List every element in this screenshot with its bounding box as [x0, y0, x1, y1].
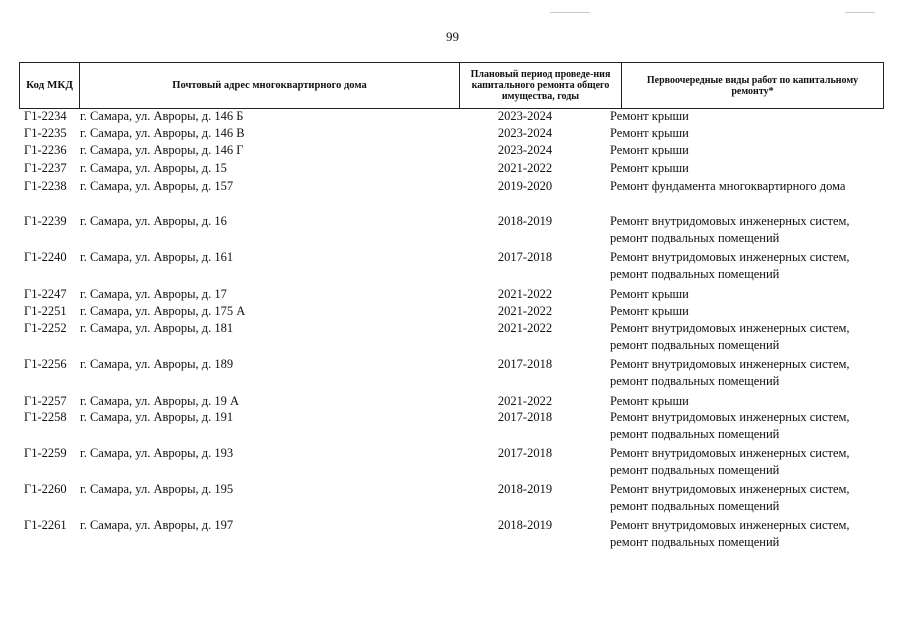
row-work-line: Ремонт крыши — [610, 109, 689, 123]
row-address: г. Самара, ул. Авроры, д. 15 — [80, 161, 227, 175]
row-works — [610, 108, 689, 125]
row-period: 2018-2019 — [497, 482, 553, 496]
row-code: Г1-2258 — [24, 410, 67, 424]
row-work-line: Ремонт внутридомовых инженерных систем, — [610, 357, 850, 371]
row-code: Г1-2247 — [24, 287, 67, 301]
header-code: Код МКД — [20, 63, 80, 109]
row-work-line: Ремонт внутридомовых инженерных систем, — [610, 250, 850, 264]
row-address: г. Самара, ул. Авроры, д. 175 А — [80, 304, 246, 318]
row-address: г. Самара, ул. Авроры, д. 157 — [80, 179, 234, 193]
row-works — [610, 356, 850, 390]
row-code: Г1-2261 — [24, 518, 67, 532]
row-work-line: ремонт подвальных помещений — [610, 499, 780, 513]
row-work-line: Ремонт внутридомовых инженерных систем, — [610, 482, 850, 496]
row-works — [610, 409, 850, 443]
row-code: Г1-2257 — [24, 394, 67, 408]
row-works — [610, 517, 850, 551]
row-works — [610, 481, 850, 515]
row-work-line: ремонт подвальных помещений — [610, 535, 780, 549]
row-work-line: ремонт подвальных помещений — [610, 338, 780, 352]
table-header — [19, 62, 884, 109]
row-code: Г1-2237 — [24, 161, 67, 175]
row-address: г. Самара, ул. Авроры, д. 19 А — [80, 394, 240, 408]
row-work-line: ремонт подвальных помещений — [610, 374, 780, 388]
row-work-line: Ремонт внутридомовых инженерных систем, — [610, 214, 850, 228]
row-works — [610, 142, 689, 159]
row-works — [610, 125, 689, 142]
row-period: 2021-2022 — [497, 161, 553, 175]
row-work-line: ремонт подвальных помещений — [610, 231, 780, 245]
header-works: Первоочередные виды работ по капитальному ремонту* — [622, 63, 884, 109]
scan-artifact — [550, 12, 590, 13]
row-address: г. Самара, ул. Авроры, д. 193 — [80, 446, 234, 460]
page-number: 99 — [446, 29, 459, 44]
row-address: г. Самара, ул. Авроры, д. 195 — [80, 482, 234, 496]
row-work-line: Ремонт крыши — [610, 304, 689, 318]
row-period: 2018-2019 — [497, 214, 553, 228]
row-period: 2019-2020 — [497, 179, 553, 193]
row-code: Г1-2259 — [24, 446, 67, 460]
row-works — [610, 320, 850, 354]
row-period: 2017-2018 — [497, 410, 553, 424]
row-code: Г1-2260 — [24, 482, 67, 496]
row-address: г. Самара, ул. Авроры, д. 17 — [80, 287, 227, 301]
row-code: Г1-2235 — [24, 126, 67, 140]
row-works — [610, 160, 689, 177]
row-code: Г1-2256 — [24, 357, 67, 371]
row-address: г. Самара, ул. Авроры, д. 197 — [80, 518, 234, 532]
row-works — [610, 213, 850, 247]
row-period: 2018-2019 — [497, 518, 553, 532]
row-work-line: Ремонт крыши — [610, 126, 689, 140]
row-address: г. Самара, ул. Авроры, д. 191 — [80, 410, 234, 424]
row-code: Г1-2252 — [24, 321, 67, 335]
row-period: 2023-2024 — [497, 126, 553, 140]
row-work-line: Ремонт крыши — [610, 394, 689, 408]
row-code: Г1-2238 — [24, 179, 67, 193]
row-code: Г1-2251 — [24, 304, 67, 318]
scan-artifact — [845, 12, 875, 13]
row-work-line: ремонт подвальных помещений — [610, 463, 780, 477]
row-address: г. Самара, ул. Авроры, д. 181 — [80, 321, 234, 335]
row-work-line: Ремонт крыши — [610, 287, 689, 301]
row-address: г. Самара, ул. Авроры, д. 189 — [80, 357, 234, 371]
row-period: 2021-2022 — [497, 287, 553, 301]
row-work-line: ремонт подвальных помещений — [610, 427, 780, 441]
row-code: Г1-2239 — [24, 214, 67, 228]
row-address: г. Самара, ул. Авроры, д. 161 — [80, 250, 234, 264]
row-code: Г1-2234 — [24, 109, 67, 123]
row-period: 2021-2022 — [497, 321, 553, 335]
header-period: Плановый период проведе-ния капитального ремонта общего имущества, годы — [460, 63, 622, 109]
row-work-line: Ремонт внутридомовых инженерных систем, — [610, 446, 850, 460]
row-period: 2017-2018 — [497, 446, 553, 460]
row-period: 2017-2018 — [497, 357, 553, 371]
row-code: Г1-2240 — [24, 250, 67, 264]
row-work-line: Ремонт внутридомовых инженерных систем, — [610, 518, 850, 532]
row-works — [610, 303, 689, 320]
row-work-line: Ремонт фундамента многоквартирного дома — [610, 179, 846, 193]
row-address: г. Самара, ул. Авроры, д. 146 В — [80, 126, 245, 140]
row-works — [610, 445, 850, 479]
row-work-line: ремонт подвальных помещений — [610, 267, 780, 281]
row-period: 2021-2022 — [497, 394, 553, 408]
row-work-line: Ремонт крыши — [610, 161, 689, 175]
row-work-line: Ремонт внутридомовых инженерных систем, — [610, 321, 850, 335]
row-works — [610, 286, 689, 303]
row-address: г. Самара, ул. Авроры, д. 16 — [80, 214, 227, 228]
row-period: 2021-2022 — [497, 304, 553, 318]
row-period: 2017-2018 — [497, 250, 553, 264]
row-works — [610, 393, 689, 410]
header-address: Почтовый адрес многоквартирного дома — [80, 63, 460, 109]
row-work-line: Ремонт крыши — [610, 143, 689, 157]
row-address: г. Самара, ул. Авроры, д. 146 Б — [80, 109, 244, 123]
row-works — [610, 249, 850, 283]
row-period: 2023-2024 — [497, 109, 553, 123]
row-code: Г1-2236 — [24, 143, 67, 157]
row-work-line: Ремонт внутридомовых инженерных систем, — [610, 410, 850, 424]
row-address: г. Самара, ул. Авроры, д. 146 Г — [80, 143, 244, 157]
row-works — [610, 178, 845, 195]
row-period: 2023-2024 — [497, 143, 553, 157]
